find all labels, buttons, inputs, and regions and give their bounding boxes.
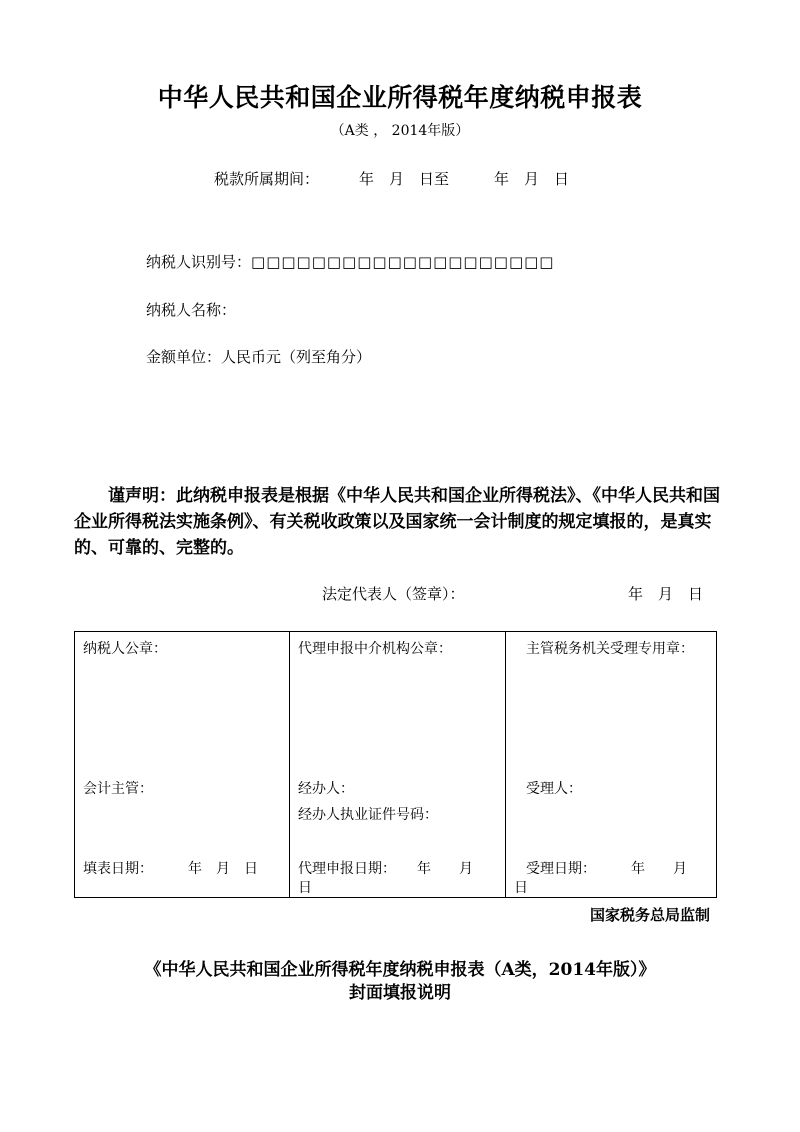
form-title: 中华人民共和国企业所得税年度纳税申报表: [157, 83, 643, 112]
tax-period-range: 年 月 日至 年 月 日: [359, 170, 570, 188]
signature-table: [74, 631, 717, 898]
fill-date-label: 填表日期： 年 月 日: [83, 861, 258, 877]
form-subtitle: （A类 ， 2014年版）: [330, 123, 470, 139]
accounting-manager-label: 会计主管：: [83, 781, 153, 797]
instructions-title: 《中华人民共和国企业所得税年度纳税申报表（A类，2014年版）》: [144, 960, 656, 980]
tax-office-seal-cell: [506, 632, 717, 898]
receive-date-label: 受理日期： 年 月: [526, 861, 687, 877]
tax-period: [214, 168, 569, 189]
handler-cert-label: 经办人执业证件号码：: [298, 807, 438, 823]
currency-unit-label: 金额单位：人民币元（列至角分）: [146, 348, 372, 366]
agency-seal-label: 代理申报中介机构公章：: [298, 641, 452, 657]
legal-rep-date: 年 月 日: [628, 585, 704, 603]
taxpayer-id-label: 纳税人识别号：: [146, 253, 252, 271]
taxpayer-name-label: 纳税人名称：: [146, 301, 237, 319]
tax-office-seal-label: 主管税务机关受理专用章：: [526, 641, 694, 657]
taxpayer-seal-cell: [75, 632, 290, 898]
taxpayer-id-row: [146, 251, 554, 272]
agency-date-day: 日: [298, 880, 312, 896]
receiver-label: 受理人：: [526, 781, 582, 797]
agency-date-label: 代理申报日期： 年 月: [298, 861, 473, 877]
taxpayer-seal-label: 纳税人公章：: [83, 641, 167, 657]
agency-seal-cell: [290, 632, 506, 898]
taxpayer-id-boxes: □□□□□□□□□□□□□□□□□□□□: [251, 253, 555, 271]
receive-date-day: 日: [514, 880, 528, 896]
declaration-text: 谨声明：此纳税申报表是根据《中华人民共和国企业所得税法》、《中华人民共和国企业所得税法实施条例》、有关税收政策以及国家统一会计制度的规定填报的，是真实的、可靠的、完整的。: [74, 486, 720, 558]
supervising-authority: 国家税务总局监制: [589, 906, 710, 924]
legal-rep-label: 法定代表人（签章）：: [322, 585, 465, 603]
handler-label: 经办人：: [298, 781, 354, 797]
tax-period-label: 税款所属期间：: [214, 170, 320, 188]
instructions-subtitle: 封面填报说明: [349, 983, 451, 1003]
